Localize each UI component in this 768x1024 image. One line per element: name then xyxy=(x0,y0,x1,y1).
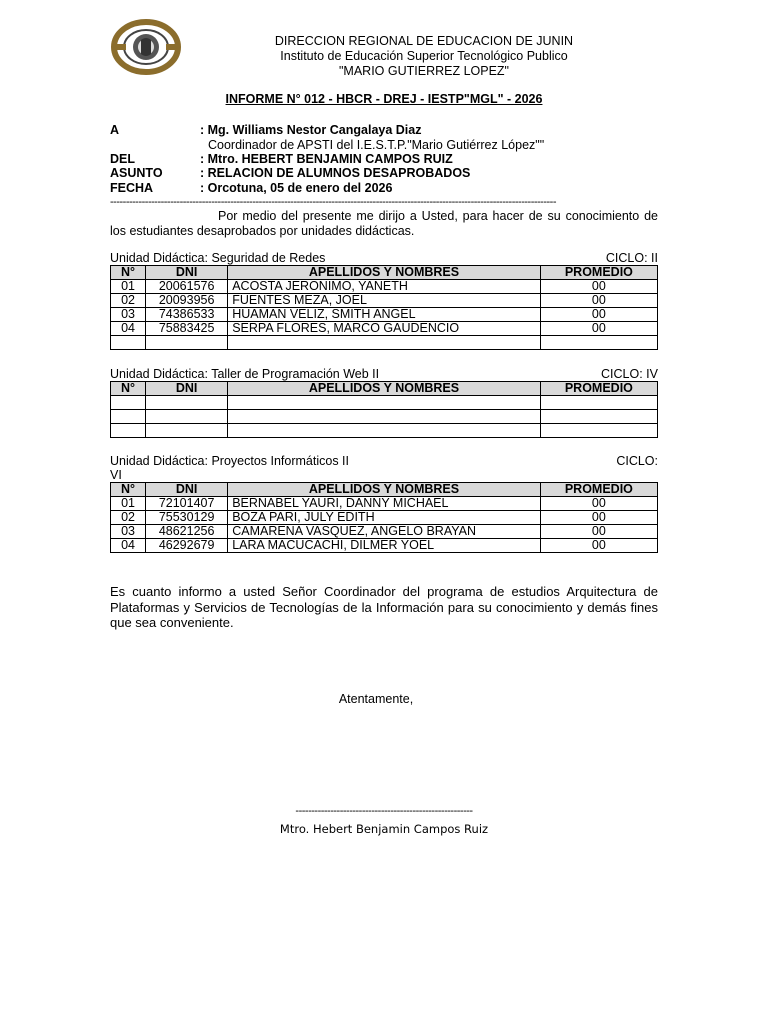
table-row xyxy=(111,280,658,294)
col-dni-header: DNI xyxy=(146,382,228,396)
cell-nombre: HUAMAN VELIZ, SMITH ANGEL xyxy=(228,308,541,322)
cell-dni: 20093956 xyxy=(146,294,228,308)
cell-dni: 74386533 xyxy=(146,308,228,322)
intro-paragraph: Por medio del presente me dirijo a Usted, para hacer de su conocimiento de los estudiantes desaprobados por unidades didácticas. xyxy=(110,209,658,238)
cell-promedio: 00 xyxy=(540,322,657,336)
table-row xyxy=(111,539,658,553)
cell-empty xyxy=(228,336,541,350)
col-dni-header: DNI xyxy=(146,266,228,280)
meta-del-value: : Mtro. HEBERT BENJAMIN CAMPOS RUIZ xyxy=(200,152,453,166)
unit-2-heading xyxy=(110,367,658,381)
cell-num: 04 xyxy=(111,539,146,553)
meta-del-label: DEL xyxy=(110,152,135,166)
col-promedio-header: PROMEDIO xyxy=(540,382,657,396)
header-line-2: Instituto de Educación Superior Tecnológico Publico xyxy=(280,49,568,63)
cell-empty xyxy=(146,410,228,424)
table-header-row xyxy=(111,382,658,396)
cell-promedio: 00 xyxy=(540,539,657,553)
cell-empty xyxy=(111,336,146,350)
unit-3-ciclo: CICLO: xyxy=(616,454,658,468)
table-row-empty xyxy=(111,336,658,350)
cell-promedio: 00 xyxy=(540,511,657,525)
cell-dni: 48621256 xyxy=(146,525,228,539)
cell-num: 02 xyxy=(111,511,146,525)
cell-promedio: 00 xyxy=(540,280,657,294)
cell-dni: 46292679 xyxy=(146,539,228,553)
separator-line: --------------------------------------------------------------------------------------------------------------------------------------------- xyxy=(110,196,556,208)
cell-empty xyxy=(111,396,146,410)
cell-promedio: 00 xyxy=(540,308,657,322)
cell-dni: 75530129 xyxy=(146,511,228,525)
unit-1-label: Unidad Didáctica: Seguridad de Redes xyxy=(110,251,326,265)
col-nombres-header: APELLIDOS Y NOMBRES xyxy=(228,483,541,497)
cell-empty xyxy=(111,424,146,438)
cell-empty xyxy=(146,424,228,438)
unit-3-table xyxy=(110,482,658,553)
cell-empty xyxy=(228,424,541,438)
col-num-header: N° xyxy=(111,382,146,396)
table-row xyxy=(111,294,658,308)
signature-line: -------------------------------------------------------- xyxy=(295,805,473,817)
cell-empty xyxy=(111,410,146,424)
cell-num: 02 xyxy=(111,294,146,308)
meta-a-value: : Mg. Williams Nestor Cangalaya Diaz xyxy=(200,123,422,137)
unit-2-label: Unidad Didáctica: Taller de Programación Web II xyxy=(110,367,380,381)
table-row xyxy=(111,497,658,511)
cell-nombre: SERPA FLORES, MARCO GAUDENCIO xyxy=(228,322,541,336)
col-num-header: N° xyxy=(111,266,146,280)
unit-3-label: Unidad Didáctica: Proyectos Informáticos II xyxy=(110,454,349,468)
cell-promedio: 00 xyxy=(540,294,657,308)
cell-dni: 75883425 xyxy=(146,322,228,336)
col-promedio-header: PROMEDIO xyxy=(540,483,657,497)
unit-3-ciclo-wrap: VI xyxy=(110,468,122,482)
table-header-row xyxy=(111,483,658,497)
col-nombres-header: APELLIDOS Y NOMBRES xyxy=(228,266,541,280)
col-dni-header: DNI xyxy=(146,483,228,497)
meta-fecha-label: FECHA xyxy=(110,181,154,195)
cell-empty xyxy=(540,424,657,438)
table-row xyxy=(111,525,658,539)
cell-nombre: BOZA PARI, JULY EDITH xyxy=(228,511,541,525)
cell-num: 04 xyxy=(111,322,146,336)
closing-paragraph: Es cuanto informo a usted Señor Coordinador del programa de estudios Arquitectura de Plataformas y Servicios de Tecnologías de la Información para su conocimiento y demás fines que sea conveniente. xyxy=(110,584,658,630)
unit-2-ciclo: CICLO: IV xyxy=(601,367,658,381)
cell-num: 01 xyxy=(111,497,146,511)
table-header-row xyxy=(111,266,658,280)
cell-empty xyxy=(540,336,657,350)
table-row xyxy=(111,511,658,525)
cell-empty xyxy=(540,396,657,410)
table-row-empty xyxy=(111,396,658,410)
cell-nombre: FUENTES MEZA, JOEL xyxy=(228,294,541,308)
unit-3-heading xyxy=(110,454,658,468)
cell-empty xyxy=(228,410,541,424)
signature-name: Mtro. Hebert Benjamin Campos Ruiz xyxy=(279,822,489,836)
meta-asunto-label: ASUNTO xyxy=(110,166,163,180)
table-row-empty xyxy=(111,410,658,424)
meta-a-label: A xyxy=(110,123,120,137)
report-title: INFORME N° 012 - HBCR - DREJ - IESTP"MGL" - 2026 xyxy=(225,92,543,106)
col-promedio-header: PROMEDIO xyxy=(540,266,657,280)
meta-fecha-value: : Orcotuna, 05 de enero del 2026 xyxy=(200,181,393,195)
unit-1-heading xyxy=(110,251,658,265)
table-row xyxy=(111,308,658,322)
cell-nombre: CAMARENA VASQUEZ, ANGELO BRAYAN xyxy=(228,525,541,539)
meta-asunto-value: : RELACION DE ALUMNOS DESAPROBADOS xyxy=(200,166,471,180)
unit-2-table xyxy=(110,381,658,438)
cell-num: 01 xyxy=(111,280,146,294)
col-nombres-header: APELLIDOS Y NOMBRES xyxy=(228,382,541,396)
table-row xyxy=(111,322,658,336)
cell-promedio: 00 xyxy=(540,497,657,511)
cell-num: 03 xyxy=(111,308,146,322)
farewell: Atentamente, xyxy=(338,692,414,706)
header-line-1: DIRECCION REGIONAL DE EDUCACION DE JUNIN xyxy=(274,34,574,48)
cell-nombre: ACOSTA JERONIMO, YANETH xyxy=(228,280,541,294)
meta-a-sub-text: Coordinador de APSTI del I.E.S.T.P."Mario Gutiérrez López"" xyxy=(208,138,545,152)
cell-promedio: 00 xyxy=(540,525,657,539)
cell-dni: 20061576 xyxy=(146,280,228,294)
cell-dni: 72101407 xyxy=(146,497,228,511)
cell-empty xyxy=(146,396,228,410)
unit-1-ciclo: CICLO: II xyxy=(605,251,658,265)
cell-nombre: LARA MACUCACHI, DILMER YOEL xyxy=(228,539,541,553)
col-num-header: N° xyxy=(111,483,146,497)
cell-num: 03 xyxy=(111,525,146,539)
unit-1-table xyxy=(110,265,658,350)
header-line-3: "MARIO GUTIERREZ LOPEZ" xyxy=(338,64,509,78)
table-row-empty xyxy=(111,424,658,438)
cell-empty xyxy=(228,396,541,410)
cell-empty xyxy=(540,410,657,424)
cell-nombre: BERNABEL YAURI, DANNY MICHAEL xyxy=(228,497,541,511)
cell-empty xyxy=(146,336,228,350)
